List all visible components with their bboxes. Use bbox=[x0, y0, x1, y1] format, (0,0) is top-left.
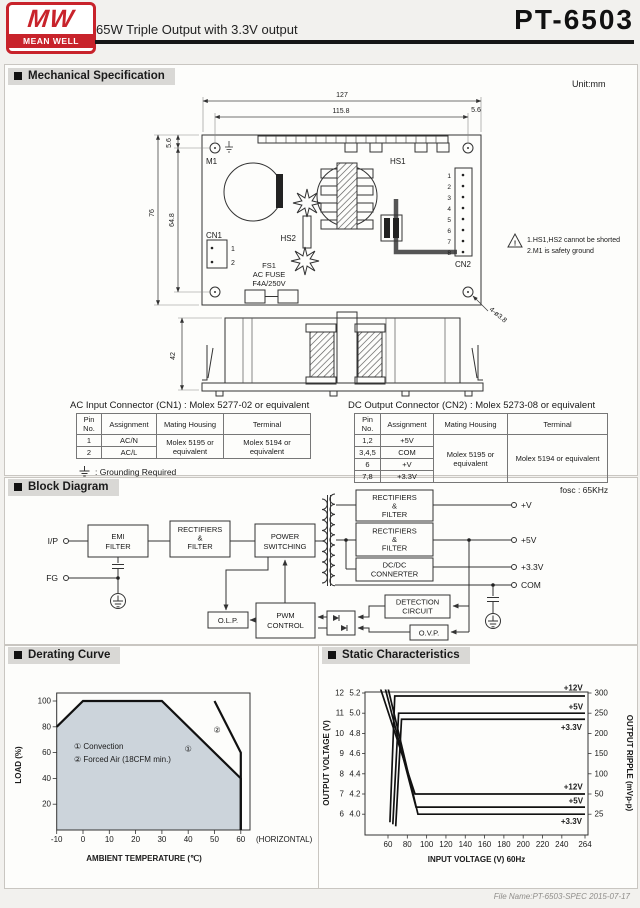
y-inner-tick-label: 4.2 bbox=[349, 789, 361, 799]
box-label: FILTER bbox=[381, 543, 408, 553]
emi-filter-box bbox=[88, 525, 148, 557]
x-tick-label: 60 bbox=[236, 835, 246, 844]
box-label: POWER bbox=[270, 532, 300, 541]
y-inner-tick-label: 4.0 bbox=[349, 809, 361, 819]
y-right-tick-label: 200 bbox=[594, 728, 608, 738]
dim-115-8: 115.8 bbox=[332, 108, 350, 115]
y-axis-title: LOAD (%) bbox=[14, 746, 23, 784]
warning-exclamation: ! bbox=[513, 240, 517, 248]
output-label: +3.3V bbox=[521, 562, 544, 572]
y-right-tick-label: 300 bbox=[594, 688, 608, 698]
output-label: COM bbox=[521, 580, 541, 590]
box-label: DC/DC bbox=[382, 560, 407, 570]
cn2-pin-number: 2 bbox=[447, 184, 451, 191]
output-label: +5V bbox=[521, 535, 537, 545]
table-row bbox=[77, 435, 311, 447]
curve-label: +5V bbox=[568, 702, 584, 712]
box-label: SWITCHING bbox=[263, 542, 307, 551]
x-tick-label: 80 bbox=[402, 840, 412, 849]
curve-label: +12V bbox=[563, 683, 583, 693]
y-outer-tick-label: 10 bbox=[335, 728, 344, 738]
cn2-label: CN2 bbox=[454, 260, 472, 269]
col-header: Pin No. bbox=[77, 414, 102, 435]
y-right-tick-label: 25 bbox=[594, 809, 604, 819]
y-outer-tick-label: 7 bbox=[339, 789, 344, 799]
block-diagram bbox=[0, 476, 640, 643]
legend-convection: ① Convection bbox=[74, 742, 124, 751]
cn2-pin-number: 3 bbox=[447, 195, 451, 202]
y-inner-tick-label: 5.0 bbox=[349, 708, 361, 718]
warning-note bbox=[508, 234, 620, 255]
cell: 3,4,5 bbox=[355, 447, 381, 459]
ip-label: I/P bbox=[47, 536, 58, 546]
cn1-pin-number: 2 bbox=[231, 260, 235, 267]
box-label: O.L.P. bbox=[217, 616, 239, 625]
cn2-pin-number: 6 bbox=[447, 228, 451, 235]
grounding-note-text: : Grounding Required bbox=[95, 466, 177, 477]
pcb-side-view bbox=[170, 312, 483, 396]
curve-label: +3.3V bbox=[560, 722, 583, 732]
fs1-fuse bbox=[245, 261, 298, 303]
cell: Molex 5194 or equivalent bbox=[508, 435, 608, 483]
y-axis-title-left: OUTPUT VOLTAGE (V) bbox=[322, 720, 331, 806]
ac-table bbox=[76, 413, 311, 459]
fs1-label: AC FUSE bbox=[252, 270, 286, 279]
ground-mark-icon bbox=[225, 141, 233, 152]
y-outer-tick-label: 9 bbox=[339, 749, 344, 759]
col-header: Mating Housing bbox=[157, 414, 224, 435]
cell: 1 bbox=[77, 435, 102, 447]
curve-ripple-12V bbox=[380, 688, 585, 794]
transformer-core-side bbox=[358, 332, 382, 377]
cell: +3.3V bbox=[381, 471, 434, 483]
m1-label: M1 bbox=[206, 157, 218, 166]
box-label: & bbox=[391, 501, 398, 511]
cn2-pin-number: 8 bbox=[447, 250, 451, 257]
y-tick-label: 60 bbox=[42, 748, 51, 758]
capacitor-outline bbox=[224, 163, 282, 221]
x-tick-label: 30 bbox=[157, 835, 167, 844]
section-title-text: Block Diagram bbox=[28, 481, 109, 493]
y-right-tick-label: 250 bbox=[594, 708, 608, 718]
derating-curve-chart bbox=[4, 645, 317, 887]
x-axis-note: (HORIZONTAL) bbox=[256, 835, 313, 844]
hs2-heatsink bbox=[291, 189, 321, 275]
legend-forced-air: ② Forced Air (18CFM min.) bbox=[74, 755, 171, 764]
col-header: Assignment bbox=[102, 414, 157, 435]
note-line-1: 1.HS1,HS2 cannot be shorted bbox=[527, 237, 621, 244]
cell: +5V bbox=[381, 435, 434, 447]
cell: 6 bbox=[355, 459, 381, 471]
cell: 7,8 bbox=[355, 471, 381, 483]
box-label: CONNERTER bbox=[370, 569, 419, 579]
cell: Molex 5195 or equivalent bbox=[434, 435, 508, 483]
dim-127: 127 bbox=[336, 92, 348, 99]
cn2-pin-number: 4 bbox=[447, 206, 451, 213]
cn2-pin-number: 5 bbox=[447, 217, 451, 224]
y-right-tick-label: 50 bbox=[594, 789, 604, 799]
cell: 1,2 bbox=[355, 435, 381, 447]
x-tick-label: 140 bbox=[458, 840, 472, 849]
fs1-label: FS1 bbox=[262, 261, 276, 270]
box-label: O.V.P. bbox=[418, 628, 440, 638]
y-outer-tick-label: 11 bbox=[335, 708, 344, 718]
box-label: CONTROL bbox=[267, 621, 304, 630]
fs1-label: F4A/250V bbox=[252, 279, 286, 288]
dim-42: 42 bbox=[170, 352, 177, 360]
hole-dimension: 4-ø3.8 bbox=[487, 306, 508, 325]
x-tick-label: 50 bbox=[210, 835, 219, 844]
x-tick-label: 10 bbox=[104, 835, 114, 844]
pcb-top-view bbox=[149, 92, 620, 325]
section-title-mechanical bbox=[8, 68, 175, 85]
y-inner-tick-label: 5.2 bbox=[349, 688, 361, 698]
section-title-text: Derating Curve bbox=[28, 649, 111, 661]
x-tick-label: 60 bbox=[383, 840, 393, 849]
box-label: FILTER bbox=[187, 542, 213, 551]
static-characteristics-chart bbox=[318, 645, 636, 887]
cell: AC/N bbox=[102, 435, 157, 447]
output-capacitors bbox=[381, 215, 402, 241]
col-header: Pin No. bbox=[355, 414, 381, 435]
box-label: CIRCUIT bbox=[402, 606, 433, 616]
cn2-pin-number: 1 bbox=[447, 173, 451, 180]
transformer bbox=[317, 163, 377, 229]
earth-ground-icon bbox=[486, 614, 501, 629]
y-tick-label: 40 bbox=[42, 773, 51, 783]
cn1-label: CN1 bbox=[206, 231, 223, 240]
dim-64-8: 64.8 bbox=[169, 213, 176, 227]
x-tick-label: 100 bbox=[419, 840, 434, 849]
box-label: RECTIFIERS bbox=[372, 526, 417, 536]
dc-table-title: DC Output Connector (CN2) : Molex 5273-08 or equivalent bbox=[348, 400, 596, 411]
output-terminals bbox=[512, 500, 544, 590]
transformer-core-side bbox=[310, 332, 334, 377]
cell: +V bbox=[381, 459, 434, 471]
x-tick-label: 120 bbox=[439, 840, 453, 849]
x-tick-label: 220 bbox=[535, 840, 550, 849]
y-inner-tick-label: 4.8 bbox=[349, 728, 361, 738]
col-header: Terminal bbox=[224, 414, 311, 435]
x-tick-label: 264 bbox=[578, 840, 592, 849]
product-subtitle: 65W Triple Output with 3.3V output bbox=[96, 22, 298, 37]
y-outer-tick-label: 6 bbox=[339, 809, 344, 819]
curve-voltage-3.3V bbox=[396, 719, 585, 826]
box-label: & bbox=[391, 535, 398, 544]
dc-table bbox=[354, 413, 608, 483]
hs1-label: HS1 bbox=[390, 157, 406, 166]
x-tick-label: 180 bbox=[497, 840, 511, 849]
box-label: & bbox=[197, 533, 203, 543]
x-tick-label: 20 bbox=[131, 835, 141, 844]
y-right-tick-label: 100 bbox=[594, 769, 608, 779]
box-label: FILTER bbox=[105, 542, 131, 551]
meanwell-logo-icon bbox=[6, 2, 96, 54]
dim-5-6-left: 5.6 bbox=[166, 138, 173, 148]
cn1-pin-number: 1 bbox=[231, 246, 235, 253]
curve-ripple-5V bbox=[385, 688, 585, 807]
y-outer-tick-label: 12 bbox=[335, 688, 344, 698]
cn1-connector bbox=[206, 231, 235, 268]
y-inner-tick-label: 4.6 bbox=[349, 749, 361, 759]
x-tick-label: -10 bbox=[50, 835, 63, 844]
cell: COM bbox=[381, 447, 434, 459]
cell: Molex 5195 or equivalent bbox=[157, 435, 224, 459]
x-axis-title: INPUT VOLTAGE (V) 60Hz bbox=[427, 855, 526, 864]
fosc-label: fosc : 65KHz bbox=[560, 485, 609, 495]
ip-terminal bbox=[64, 539, 69, 544]
box-label: RECTIFIERS bbox=[372, 493, 417, 502]
bullet-square-icon bbox=[14, 72, 22, 80]
x-tick-label: 40 bbox=[183, 835, 193, 844]
fg-terminal bbox=[64, 576, 69, 581]
y-outer-tick-label: 8 bbox=[339, 769, 344, 779]
ac-connector-table bbox=[70, 400, 311, 478]
hs1-heatsink bbox=[258, 136, 449, 152]
note-line-2: 2.M1 is safety ground bbox=[527, 248, 594, 255]
derating-area bbox=[57, 701, 241, 830]
unit-label: Unit:mm bbox=[572, 79, 606, 89]
y-tick-label: 80 bbox=[42, 722, 51, 732]
y-axis-title-right: OUTPUT RIPPLE (mVp-p) bbox=[625, 714, 634, 812]
hs2-label: HS2 bbox=[280, 234, 296, 243]
x-tick-label: 160 bbox=[477, 840, 492, 849]
curve-marker: ② bbox=[213, 725, 221, 735]
capacitor-bar bbox=[276, 174, 283, 208]
transformer-symbol bbox=[322, 494, 335, 586]
cell: AC/L bbox=[102, 447, 157, 459]
output-label: +V bbox=[521, 500, 532, 510]
ac-table-title: AC Input Connector (CN1) : Molex 5277-02 or equivalent bbox=[70, 400, 310, 411]
curve-marker: ① bbox=[184, 744, 192, 754]
mechanical-drawing bbox=[0, 88, 640, 408]
col-header: Mating Housing bbox=[434, 414, 508, 435]
col-header: Terminal bbox=[508, 414, 608, 435]
curve-ripple-3.3V bbox=[388, 688, 585, 814]
col-header: Assignment bbox=[381, 414, 434, 435]
dim-5-6-top: 5.6 bbox=[471, 107, 481, 114]
x-tick-label: 240 bbox=[555, 840, 569, 849]
curve-voltage-12V bbox=[390, 696, 585, 822]
table-row bbox=[355, 435, 608, 447]
model-number: PT-6503 bbox=[514, 4, 634, 35]
footer-filename: File Name:PT-6503-SPEC 2015-07-17 bbox=[493, 892, 630, 901]
logo-mw-text: MW bbox=[26, 5, 76, 33]
y-tick-label: 20 bbox=[42, 799, 51, 809]
box-label: FILTER bbox=[381, 510, 408, 519]
y-inner-tick-label: 4.4 bbox=[349, 769, 361, 779]
header-rule bbox=[95, 40, 634, 44]
box-label: PWM bbox=[276, 611, 295, 620]
fg-label: FG bbox=[46, 573, 58, 583]
cell: Molex 5194 or equivalent bbox=[224, 435, 311, 459]
x-tick-label: 200 bbox=[516, 840, 530, 849]
curve-label: +5V bbox=[568, 796, 584, 806]
curve-label: +3.3V bbox=[560, 816, 583, 826]
y-tick-label: 100 bbox=[37, 696, 51, 706]
block-boxes bbox=[88, 490, 450, 640]
box-label: EMI bbox=[111, 532, 125, 541]
hole-callout bbox=[473, 296, 508, 325]
side-clips bbox=[202, 345, 483, 380]
section-title-text: Static Characteristics bbox=[342, 649, 460, 661]
dc-connector-table bbox=[348, 400, 608, 483]
earth-ground-icon bbox=[111, 594, 126, 609]
curve-label: +12V bbox=[563, 782, 583, 792]
x-axis-title: AMBIENT TEMPERATURE (℃) bbox=[86, 854, 202, 863]
x-tick-label: 0 bbox=[80, 835, 86, 844]
cn2-pin-number: 7 bbox=[447, 239, 451, 246]
cell: 2 bbox=[77, 447, 102, 459]
box-label: DETECTION bbox=[395, 597, 440, 607]
dimensions bbox=[149, 92, 481, 305]
dim-76: 76 bbox=[149, 209, 156, 217]
optocoupler-box bbox=[327, 611, 355, 635]
y-right-tick-label: 150 bbox=[594, 749, 608, 759]
box-label: RECTIFIERS bbox=[177, 525, 223, 534]
logo-brand-text: MEAN WELL bbox=[9, 34, 93, 48]
section-title-text: Mechanical Specification bbox=[28, 70, 165, 82]
